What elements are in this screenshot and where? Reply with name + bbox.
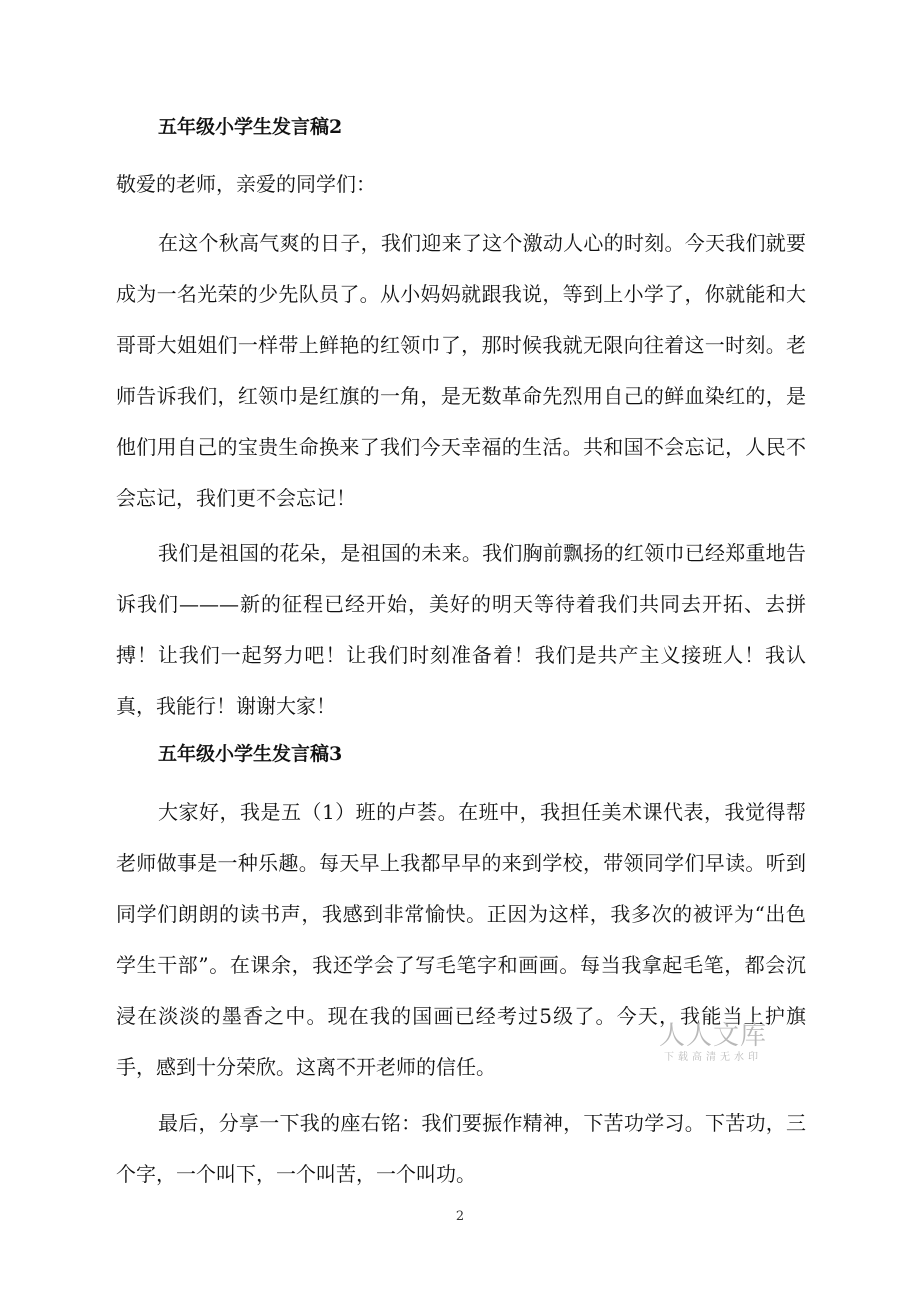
section-3-heading: 五年级小学生发言稿3 — [158, 743, 343, 765]
section-3-paragraph-1: 大家好，我是五（1）班的卢荟。在班中，我担任美术课代表，我觉得帮老师做事是一种乐趣。每天早上我都早早的来到学校，带领同学们早读。听到同学们朗朗的读书声，我感到非常愉快。正因为这样，我多次的被评为“出色学生干部”。在课余，我还学会了写毛笔字和画画。每当我拿起毛笔，都会沉浸在淡淡的墨香之中。现在我的国画已经考过5级了。今天，我能当上护旗手，感到十分荣欣。这离不开老师的信任。 — [116, 800, 806, 1079]
watermark-sub-text: 下载高清无水印 — [664, 1052, 762, 1063]
watermark-main-text: 人人文库 — [658, 1021, 767, 1051]
section-2-paragraph-2: 我们是祖国的花朵，是祖国的未来。我们胸前飘扬的红领巾已经郑重地告诉我们———新的征程已经开始，美好的明天等待着我们共同去开拓、去拼搏！让我们一起努力吧！让我们时刻准备着！我们是共产主义接班人！我认真，我能行！谢谢大家！ — [116, 541, 806, 718]
section-3-paragraph-2: 最后，分享一下我的座右铭：我们要振作精神，下苦功学习。下苦功，三个字，一个叫下，一个叫苦，一个叫功。 — [116, 1111, 806, 1186]
page-number: 2 — [455, 1209, 465, 1224]
section-2-paragraph-1: 在这个秋高气爽的日子，我们迎来了这个激动人心的时刻。今天我们就要成为一名光荣的少先队员了。从小妈妈就跟我说，等到上小学了，你就能和大哥哥大姐姐们一样带上鲜艳的红领巾了，那时候我就无限向往着这一时刻。老师告诉我们，红领巾是红旗的一角，是无数革命先烈用自己的鲜血染红的，是他们用自己的宝贵生命换来了我们今天幸福的生活。共和国不会忘记，人民不会忘记，我们更不会忘记！ — [116, 231, 806, 510]
salutation: 敬爱的老师，亲爱的同学们： — [116, 172, 376, 196]
section-2-heading: 五年级小学生发言稿2 — [158, 116, 343, 138]
